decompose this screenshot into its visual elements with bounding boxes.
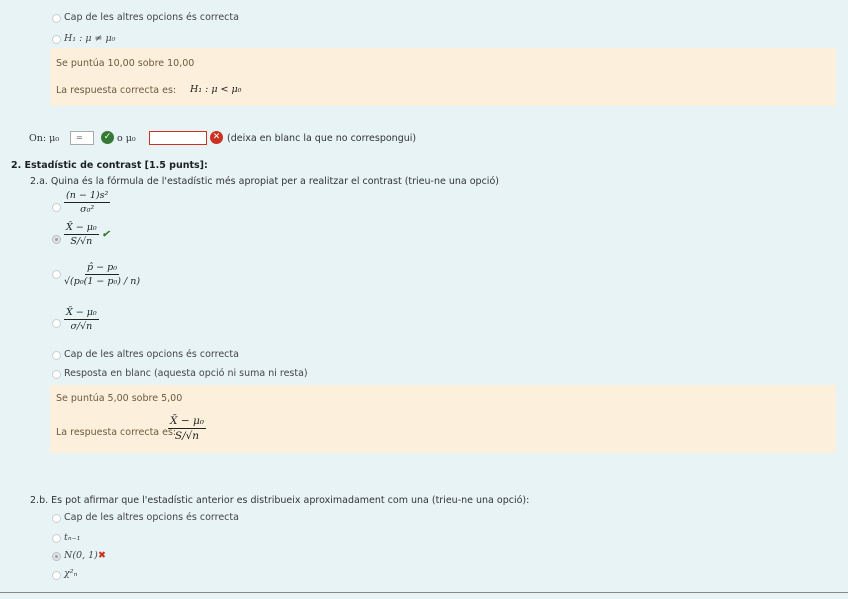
q2b-option-4-label: χ²ₙ [64,568,78,579]
cross-icon: ✖ [98,550,106,561]
check-icon: ✔ [101,229,110,240]
q2b-option-3-label: N(0, 1) [64,550,98,561]
q2a-option-3-formula: $\frac{\text{p̂ − p₀}}{\text{√(p₀(1 − p₀) / n)}}$ [64,262,141,287]
check-circle-icon: ✓ [101,131,114,144]
q2a-option-4-formula: $\frac{\text{X̄ − μ₀}}{\sigma/√n}$ [66,307,97,332]
q1-line-prefix: On: μ₀ [29,133,60,144]
q1-line-mid: o μ₀ [117,133,136,144]
q2a-option-2-formula: $\frac{\text{X̄ − μ₀}}{S/√n}$ ✔ [66,222,110,247]
q2b-question: 2.b. Es pot afirmar que l'estadístic anterior es distribueix aproximadament com una (trieu-ne una opció): [30,495,530,506]
q2a-option-6-label: Resposta en blanc (aquesta opció ni suma ni resta) [64,368,308,379]
q1-option-neq-radio[interactable] [52,35,61,44]
q2a-feedback-answer-prefix: La respuesta correcta es: [56,427,177,438]
q2-title: 2. Estadístic de contrast [1.5 punts]: [11,160,208,171]
q1-feedback-score: Se puntúa 10,00 sobre 10,00 [56,58,195,69]
q1-feedback [50,48,836,106]
q2a-option-6-radio[interactable] [52,370,61,379]
q1-value-input[interactable] [149,131,207,145]
q2a-option-5-radio[interactable] [52,351,61,360]
q2a-option-1-formula: $\frac{\text{(n − 1)s²}}{\text{σ₀²}}$ [66,190,109,215]
q2a-option-5-label: Cap de les altres opcions és correcta [64,349,239,360]
q1-line-hint: (deixa en blanc la que no correspongui) [227,133,417,144]
q2a-feedback-score: Se puntúa 5,00 sobre 5,00 [56,393,183,404]
q2b-option-3-radio[interactable] [52,552,61,561]
q2a-option-2-radio[interactable] [52,235,61,244]
q2b-option-2-radio[interactable] [52,534,61,543]
q1-option-neq-label: H₁ : μ ≠ μ₀ [64,33,116,44]
q2a-question: 2.a. Quina és la fórmula de l'estadístic més apropiat per a realitzar el contrast (trieu-ne una opció) [30,176,499,187]
q1-option-none-radio[interactable] [52,14,61,23]
q1-relation-select[interactable]: = [70,131,94,145]
q1-option-none-label: Cap de les altres opcions és correcta [64,12,239,23]
q2b-option-1-label: Cap de les altres opcions és correcta [64,512,239,523]
q2b-option-4-radio[interactable] [52,571,61,580]
q1-feedback-answer-prefix: La respuesta correcta es: [56,85,177,96]
q2b-option-2-label: tₙ₋₁ [64,532,81,543]
q2a-option-1-radio[interactable] [52,203,61,212]
q2a-feedback [50,385,836,453]
q2a-feedback-answer-formula: $\frac{\text{X̄ − μ₀}}{S/√n}$ [170,415,204,442]
x-circle-icon: ✕ [210,131,223,144]
q2a-option-4-radio[interactable] [52,319,61,328]
q2a-option-3-radio[interactable] [52,270,61,279]
q2b-option-1-radio[interactable] [52,514,61,523]
page-bottom-divider [0,592,848,593]
q1-feedback-answer-math: H₁ : μ < μ₀ [190,84,242,95]
